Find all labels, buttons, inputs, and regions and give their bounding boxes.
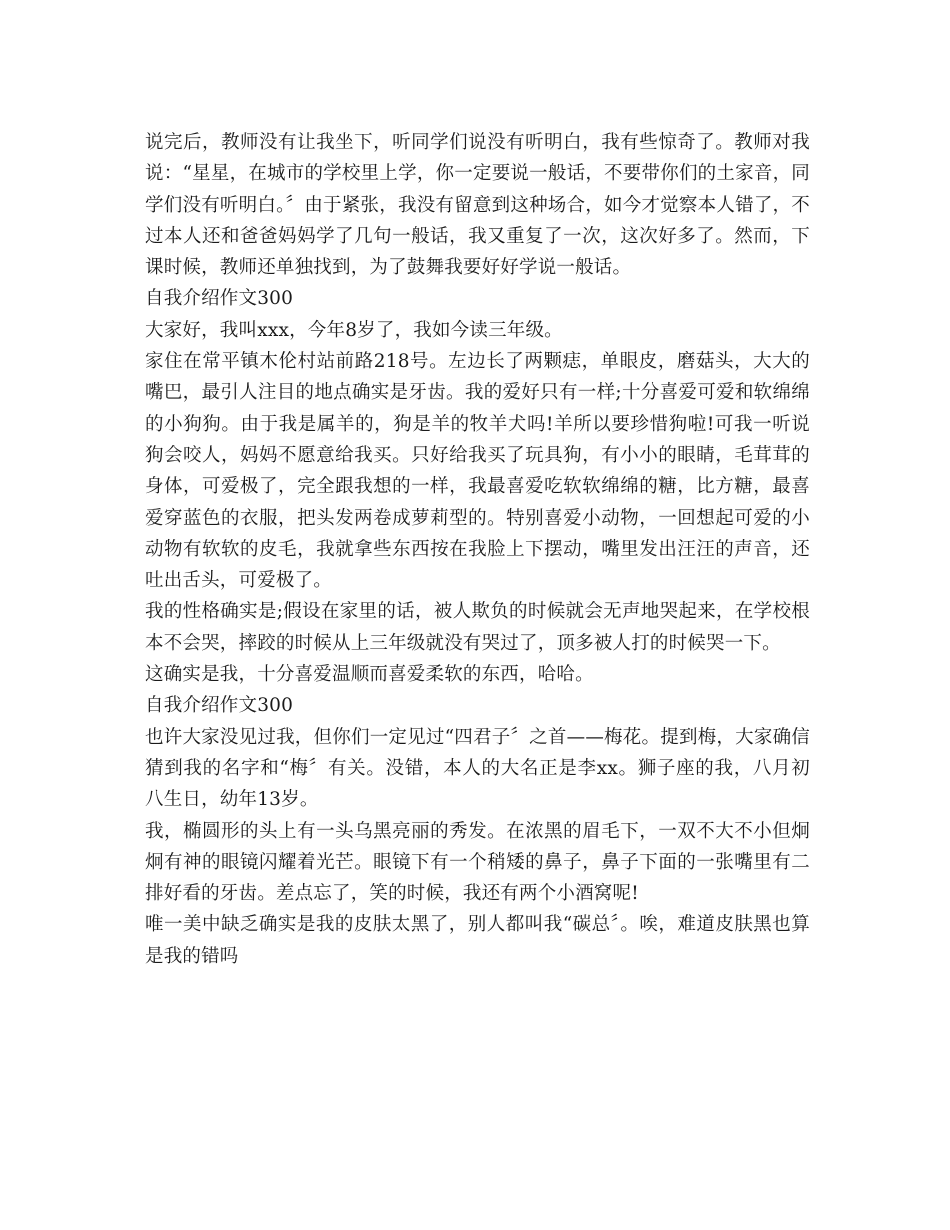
section-heading-2: 自我介绍作文300: [145, 695, 294, 717]
section-heading-1: 自我介绍作文300: [145, 288, 294, 310]
paragraph-classroom-story: 说完后，教师没有让我坐下，听同学们说没有听明白，我有些惊奇了。教师对我说：“星星，在城市的学校里上学，你一定要说一般话，不要带你们的土家音，同学们没有听明白。〞由于紧张，我没有留意到这种场合，如今才觉察本人错了，不过本人还和爸爸妈妈学了几句一般话，我又重复了一次，这次好多了。然而，下课时候，教师还单独找到，为了鼓舞我要好好学说一般话。: [145, 132, 810, 279]
paragraph-summary: 这确实是我，十分喜爱温顺而喜爱柔软的东西，哈哈。: [145, 664, 594, 686]
paragraph-appearance: 我，椭圆形的头上有一头乌黑亮丽的秀发。在浓黑的眉毛下，一双不大不小但炯炯有神的眼镜闪耀着光芒。眼镜下有一个稍矮的鼻子，鼻子下面的一张嘴里有二排好看的牙齿。差点忘了，笑的时候，我还有两个小酒窝呢!: [145, 820, 810, 905]
paragraph-home-and-hobbies: 家住在常平镇木伦村站前路218号。左边长了两颗痣，单眼皮，磨菇头，大大的嘴巴，最引人注目的地点确实是牙齿。我的爱好只有一样;十分喜爱可爱和软绵绵的小狗狗。由于我是属羊的，狗是羊的牧羊犬吗!羊所以要珍惜狗啦!可我一听说狗会咬人，妈妈不愿意给我买。只好给我买了玩具狗，有小小的眼睛，毛茸茸的身体，可爱极了，完全跟我想的一样，我最喜爱吃软软绵绵的糖，比方糖，最喜爱穿蓝色的衣服，把头发两卷成萝莉型的。特别喜爱小动物，一回想起可爱的小动物有软软的皮毛，我就拿些东西按在我脸上下摆动，嘴里发出汪汪的声音，还吐出舌头，可爱极了。: [145, 351, 810, 592]
paragraph-plum-name: 也许大家没见过我，但你们一定见过“四君子〞之首——梅花。提到梅，大家确信猜到我的名字和“梅〞有关。没错，本人的大名正是李xx。狮子座的我，八月初八生日，幼年13岁。: [145, 726, 810, 811]
paragraph-greeting: 大家好，我叫xxx，今年8岁了，我如今读三年级。: [145, 319, 563, 341]
paragraph-skin: 唯一美中缺乏确实是我的皮肤太黑了，别人都叫我“碳总〞。唉，难道皮肤黑也算是我的错吗: [145, 914, 810, 967]
document-body: [145, 127, 810, 972]
paragraph-personality: 我的性格确实是;假设在家里的话，被人欺负的时候就会无声地哭起来，在学校根本不会哭，摔跤的时候从上三年级就没有哭过了，顶多被人打的时候哭一下。: [145, 601, 810, 654]
